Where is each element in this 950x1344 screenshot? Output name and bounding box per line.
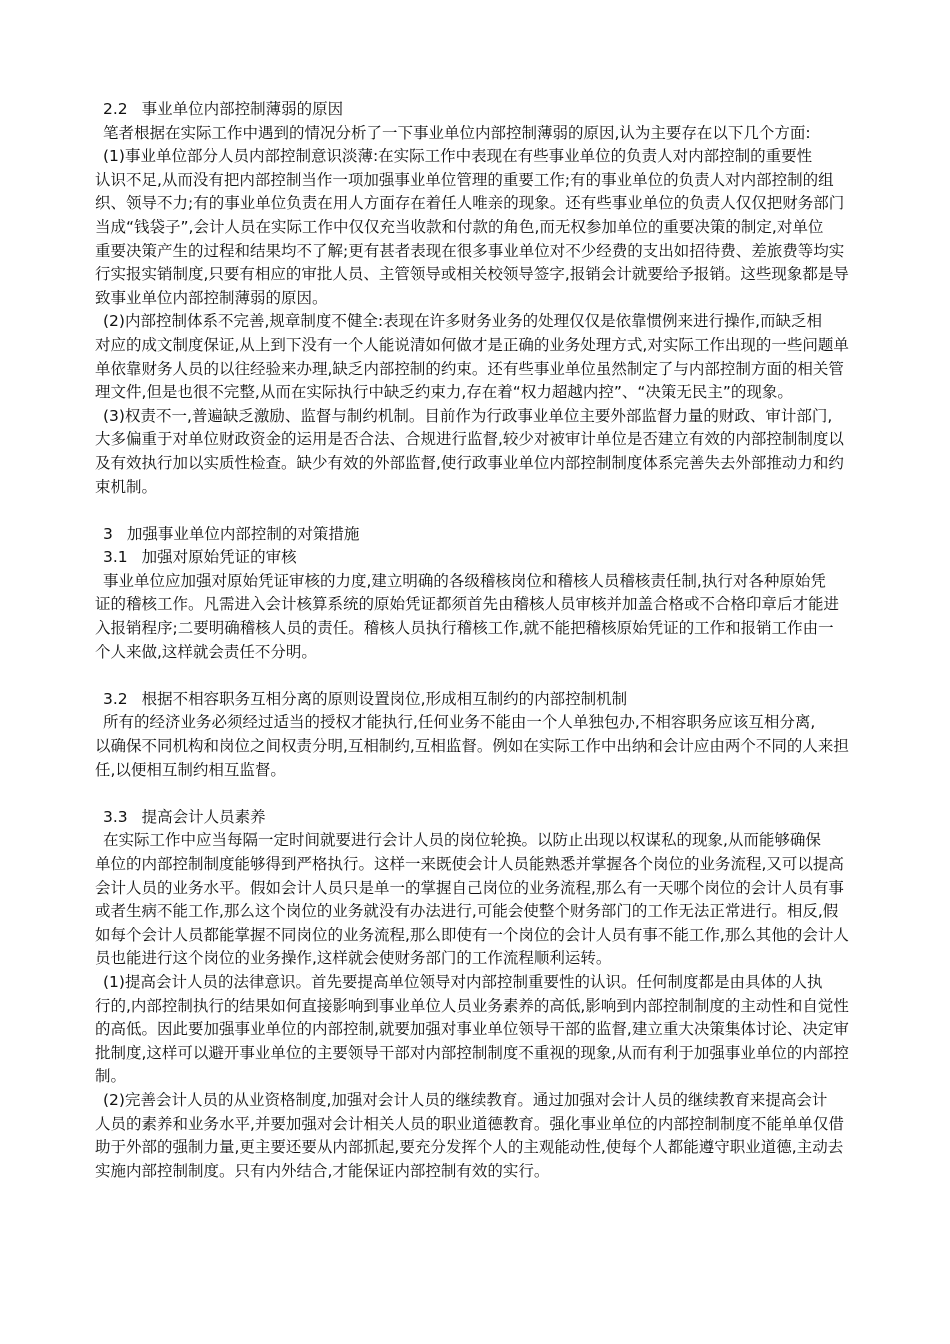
section-number: 3.2 xyxy=(103,689,128,708)
spacer xyxy=(95,499,887,523)
paragraph-line: 如每个会计人员都能掌握不同岗位的业务流程,那么即使有一个岗位的会计人员有事不能工作,那么其他的会计人 xyxy=(95,925,849,944)
paragraph-line: 以确保不同机构和岗位之间权责分明,互相制约,互相监督。例如在实际工作中出纳和会计应由两个不同的人来担 xyxy=(95,737,849,756)
paragraph-line: 的高低。因此要加强事业单位的内部控制,就要加强对事业单位领导干部的监督,建立重大决策集体讨论、决定审 xyxy=(95,1020,849,1039)
paragraph-line: 认识不足,从而没有把内部控制当作一项加强事业单位管理的重要工作;有的事业单位的负责人对内部控制的组 xyxy=(95,170,834,189)
section-title: 根据不相容职务互相分离的原则设置岗位,形成相互制约的内部控制机制 xyxy=(141,689,628,708)
paragraph-line: 对应的成文制度保证,从上到下没有一个人能说清如何做才是正确的业务处理方式,对实际工作出现的一些问题单 xyxy=(95,335,849,354)
paragraph-line: 单位的内部控制制度能够得到严格执行。这样一来既使会计人员能熟悉并掌握各个岗位的业务流程,又可以提高 xyxy=(95,855,844,873)
paragraph-line: (2)完善会计人员的从业资格制度,加强对会计人员的继续教育。通过加强对会计人员的继续教育来提高会计 xyxy=(103,1090,828,1109)
paragraph-line: 制。 xyxy=(95,1067,127,1086)
paragraph-line: 行实报实销制度,只要有相应的审批人员、主管领导或相关校领导签字,报销会计就要给予报销。这些现象都是导 xyxy=(95,265,849,284)
document-page xyxy=(95,98,887,1183)
paragraph-line: 员也能进行这个岗位的业务操作,这样就会使财务部门的工作流程顺利运转。 xyxy=(95,949,612,968)
paragraph-line: 所有的经济业务必须经过适当的授权才能执行,任何业务不能由一个人单独包办,不相容职务应该互相分离, xyxy=(103,713,816,732)
paragraph-line: 个人来做,这样就会责任不分明。 xyxy=(95,642,317,661)
section-title: 提高会计人员素养 xyxy=(141,807,266,826)
paragraph-line: 会计人员的业务水平。假如会计人员只是单一的掌握自己岗位的业务流程,那么有一天哪个岗位的会计人员有事 xyxy=(95,878,844,897)
section-number: 3.3 xyxy=(103,807,128,826)
paragraph-line: 笔者根据在实际工作中遇到的情况分析了一下事业单位内部控制薄弱的原因,认为主要存在以下几个方面: xyxy=(103,123,811,142)
section-number: 3.1 xyxy=(103,548,128,567)
section-heading-3-2 xyxy=(95,688,887,712)
paragraph-line: 证的稽核工作。凡需进入会计核算系统的原始凭证都须首先由稽核人员审核并加盖合格或不合格印章后才能进 xyxy=(95,595,840,614)
paragraph-line: 及有效执行加以实质性检查。缺少有效的外部监督,使行政事业单位内部控制制度体系完善失去外部推动力和约 xyxy=(95,453,844,472)
section-heading-3-1 xyxy=(95,546,887,570)
spacer xyxy=(95,782,887,806)
paragraph-line: 入报销程序;二要明确稽核人员的责任。稽核人员执行稽核工作,就不能把稽核原始凭证的工作和报销工作由一 xyxy=(95,619,834,638)
paragraph-line: 大多偏重于对单位财政资金的运用是否合法、合规进行监督,较少对被审计单位是否建立有效的内部控制制度以 xyxy=(95,430,844,449)
paragraph-line: 理文件,但是也很不完整,从而在实际执行中缺乏约束力,存在着“权力超越内控”、“决策无民主”的现象。 xyxy=(95,383,793,402)
paragraph-line: 束机制。 xyxy=(95,477,158,496)
paragraph-line: 致事业单位内部控制薄弱的原因。 xyxy=(95,288,328,307)
paragraph-line: 织、领导不力;有的事业单位负责在用人方面存在着任人唯亲的现象。还有些事业单位的负责人仅仅把财务部门 xyxy=(95,194,845,213)
paragraph-line: 重要决策产生的过程和结果均不了解;更有甚者表现在很多事业单位对不少经费的支出如招待费、差旅费等均实 xyxy=(95,241,845,260)
paragraph-line: (3)权责不一,普遍缺乏激励、监督与制约机制。目前作为行政事业单位主要外部监督力量的财政、审计部门, xyxy=(103,406,833,425)
section-title: 加强事业单位内部控制的对策措施 xyxy=(126,524,360,543)
paragraph-line: 当成“钱袋子”,会计人员在实际工作中仅仅充当收款和付款的角色,而无权参加单位的重要决策的制定,对单位 xyxy=(95,217,824,236)
paragraph-line: (1)提高会计人员的法律意识。首先要提高单位领导对内部控制重要性的认识。任何制度都是由具体的人执 xyxy=(103,972,823,991)
section-number: 2.2 xyxy=(103,100,128,118)
paragraph-line: 任,以便相互制约相互监督。 xyxy=(95,760,286,779)
paragraph-line: 实施内部控制制度。只有内外结合,才能保证内部控制有效的实行。 xyxy=(95,1161,550,1180)
paragraph-line: (1)事业单位部分人员内部控制意识淡薄:在实际工作中表现在有些事业单位的负责人对内部控制的重要性 xyxy=(103,147,813,166)
paragraph-line: 助于外部的强制力量,更主要还要从内部抓起,要充分发挥个人的主观能动性,使每个人都能遵守职业道德,主动去 xyxy=(95,1138,844,1157)
paragraph-line: 或者生病不能工作,那么这个岗位的业务就没有办法进行,可能会使整个财务部门的工作无法正常进行。相反,假 xyxy=(95,902,839,921)
paragraph-line: 行的,内部控制执行的结果如何直接影响到事业单位人员业务素养的高低,影响到内部控制制度的主动性和自觉性 xyxy=(95,996,849,1015)
paragraph-line: 批制度,这样可以避开事业单位的主要领导干部对内部控制制度不重视的现象,从而有利于加强事业单位的内部控 xyxy=(95,1043,849,1062)
paragraph-line: 在实际工作中应当每隔一定时间就要进行会计人员的岗位轮换。以防止出现以权谋私的现象,从而能够确保 xyxy=(103,831,821,850)
section-title: 事业单位内部控制薄弱的原因 xyxy=(141,100,344,118)
spacer xyxy=(95,664,887,688)
section-number: 3 xyxy=(103,524,113,543)
paragraph-line: (2)内部控制体系不完善,规章制度不健全:表现在许多财务业务的处理仅仅是依靠惯例来进行操作,而缺乏相 xyxy=(103,312,823,331)
section-heading-2-2 xyxy=(95,98,887,122)
paragraph-line: 事业单位应加强对原始凭证审核的力度,建立明确的各级稽核岗位和稽核人员稽核责任制,执行对各种原始凭 xyxy=(103,571,826,590)
section-heading-3-3 xyxy=(95,806,887,830)
section-heading-3 xyxy=(95,523,887,547)
paragraph-line: 单依靠财务人员的以往经验来办理,缺乏内部控制的约束。还有些事业单位虽然制定了与内部控制方面的相关管 xyxy=(95,359,844,378)
section-title: 加强对原始凭证的审核 xyxy=(141,548,297,567)
paragraph-line: 人员的素养和业务水平,并要加强对会计相关人员的职业道德教育。强化事业单位的内部控制制度不能单单仅借 xyxy=(95,1114,844,1133)
